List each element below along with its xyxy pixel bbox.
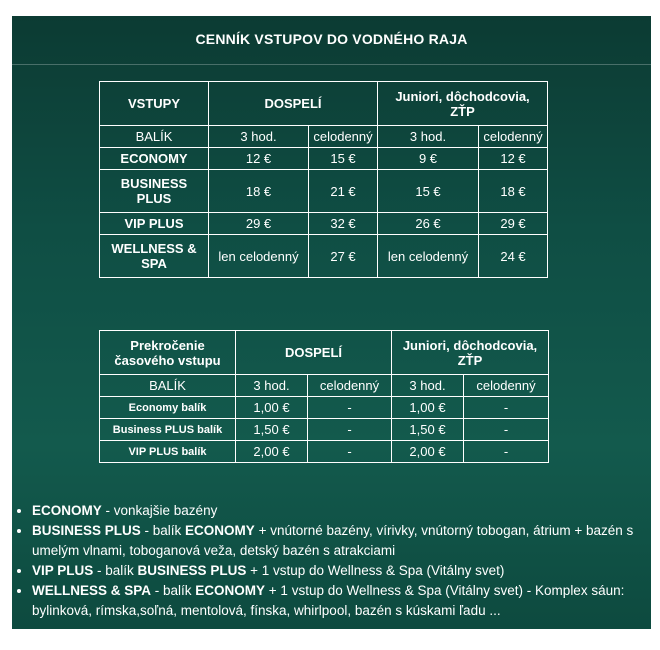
package-ref: BUSINESS PLUS xyxy=(137,563,247,578)
row-label xyxy=(100,235,209,278)
cell: 26 € xyxy=(378,213,479,235)
table-row xyxy=(100,148,548,170)
col-celodenny: celodenný xyxy=(309,126,378,148)
header-juniori-line2: ZŤP xyxy=(457,352,483,368)
table-row xyxy=(100,213,548,235)
cell: - xyxy=(464,397,549,419)
header-juniori-line2: ZŤP xyxy=(450,103,475,119)
cell: - xyxy=(308,419,392,441)
cell: 15 € xyxy=(378,170,479,213)
package-name: WELLNESS & SPA xyxy=(32,583,152,598)
package-ref: ECONOMY xyxy=(195,583,266,598)
package-desc: + 1 vstup do Wellness & Spa (Vitálny svet) - Komplex sáun: bylinková, rímska,soľná, mentolová, fínska, whirlpool, bazén s kúskami ľadu ... xyxy=(32,583,625,618)
price-panel xyxy=(12,16,651,629)
header-balik: BALÍK xyxy=(100,375,236,397)
col-celodenny: celodenný xyxy=(308,375,392,397)
header-balik: BALÍK xyxy=(100,126,209,148)
cell: 12 € xyxy=(209,148,309,170)
list-item xyxy=(32,521,652,561)
table-row xyxy=(100,441,549,463)
cell: 1,50 € xyxy=(392,419,464,441)
cell: len celodenný xyxy=(209,235,309,278)
list-item xyxy=(32,561,652,581)
header-juniori-line1: Juniori, dôchodcovia, xyxy=(402,337,538,353)
cell: len celodenný xyxy=(378,235,479,278)
header-dospeli: DOSPELÍ xyxy=(236,331,392,375)
cell: 21 € xyxy=(309,170,378,213)
cell: - xyxy=(464,441,549,463)
package-desc: - balík xyxy=(93,563,138,578)
header-juniori-line1: Juniori, dôchodcovia, xyxy=(395,88,530,104)
header-prekrocenie-line1: Prekročenie xyxy=(130,337,205,353)
cell: - xyxy=(308,397,392,419)
table-row xyxy=(100,170,548,213)
col-3hod: 3 hod. xyxy=(209,126,309,148)
table-row xyxy=(100,419,549,441)
col-3hod: 3 hod. xyxy=(378,126,479,148)
row-label-line1: BUSINESS xyxy=(120,176,188,191)
cell: 29 € xyxy=(209,213,309,235)
cell: 18 € xyxy=(209,170,309,213)
cell: 2,00 € xyxy=(236,441,308,463)
table-row xyxy=(100,397,549,419)
header-juniori xyxy=(392,331,549,375)
cell: 1,00 € xyxy=(236,397,308,419)
package-name: VIP PLUS xyxy=(32,563,94,578)
row-label-line2: SPA xyxy=(141,256,167,271)
package-desc: - balík xyxy=(140,523,186,538)
row-label: VIP PLUS xyxy=(100,213,209,235)
cell: - xyxy=(308,441,392,463)
col-celodenny: celodenný xyxy=(479,126,548,148)
cell: 9 € xyxy=(378,148,479,170)
cell: 18 € xyxy=(479,170,548,213)
list-item xyxy=(32,501,652,521)
cell: 27 € xyxy=(309,235,378,278)
col-celodenny: celodenný xyxy=(464,375,549,397)
package-desc: - vonkajšie bazény xyxy=(101,503,218,518)
header-prekrocenie-line2: časového vstupu xyxy=(114,352,221,368)
row-label-line1: WELLNESS & xyxy=(111,241,197,256)
row-label: Business PLUS balík xyxy=(100,419,236,441)
header-dospeli: DOSPELÍ xyxy=(209,82,378,126)
table-row xyxy=(100,235,548,278)
divider xyxy=(12,64,651,65)
package-name: BUSINESS PLUS xyxy=(32,523,141,538)
row-label: Economy balík xyxy=(100,397,236,419)
row-label-line2: PLUS xyxy=(136,191,172,206)
col-3hod: 3 hod. xyxy=(392,375,464,397)
package-name: ECONOMY xyxy=(32,503,102,518)
cell: 32 € xyxy=(309,213,378,235)
row-label: ECONOMY xyxy=(100,148,209,170)
price-table xyxy=(99,81,548,278)
col-3hod: 3 hod. xyxy=(236,375,308,397)
cell: - xyxy=(464,419,549,441)
package-desc: + vnútorné bazény, vírivky, vnútorný tobogan, átrium + bazén s umelým vlnami, toboganová veža, detský bazén s atrakciami xyxy=(32,523,634,558)
overtime-table xyxy=(99,330,549,463)
row-label: VIP PLUS balík xyxy=(100,441,236,463)
cell: 15 € xyxy=(309,148,378,170)
cell: 1,00 € xyxy=(392,397,464,419)
page-title: CENNÍK VSTUPOV DO VODNÉHO RAJA xyxy=(195,31,468,47)
list-item xyxy=(32,581,652,621)
package-desc: + 1 vstup do Wellness & Spa (Vitálny svet) xyxy=(246,563,505,578)
cell: 2,00 € xyxy=(392,441,464,463)
row-label xyxy=(100,170,209,213)
cell: 29 € xyxy=(479,213,548,235)
cell: 1,50 € xyxy=(236,419,308,441)
header-vstupy: VSTUPY xyxy=(100,82,209,126)
package-desc: - balík xyxy=(151,583,196,598)
package-notes xyxy=(12,501,652,621)
header-prekrocenie xyxy=(100,331,236,375)
header-juniori xyxy=(378,82,548,126)
cell: 12 € xyxy=(479,148,548,170)
package-ref: ECONOMY xyxy=(185,523,255,538)
cell: 24 € xyxy=(479,235,548,278)
